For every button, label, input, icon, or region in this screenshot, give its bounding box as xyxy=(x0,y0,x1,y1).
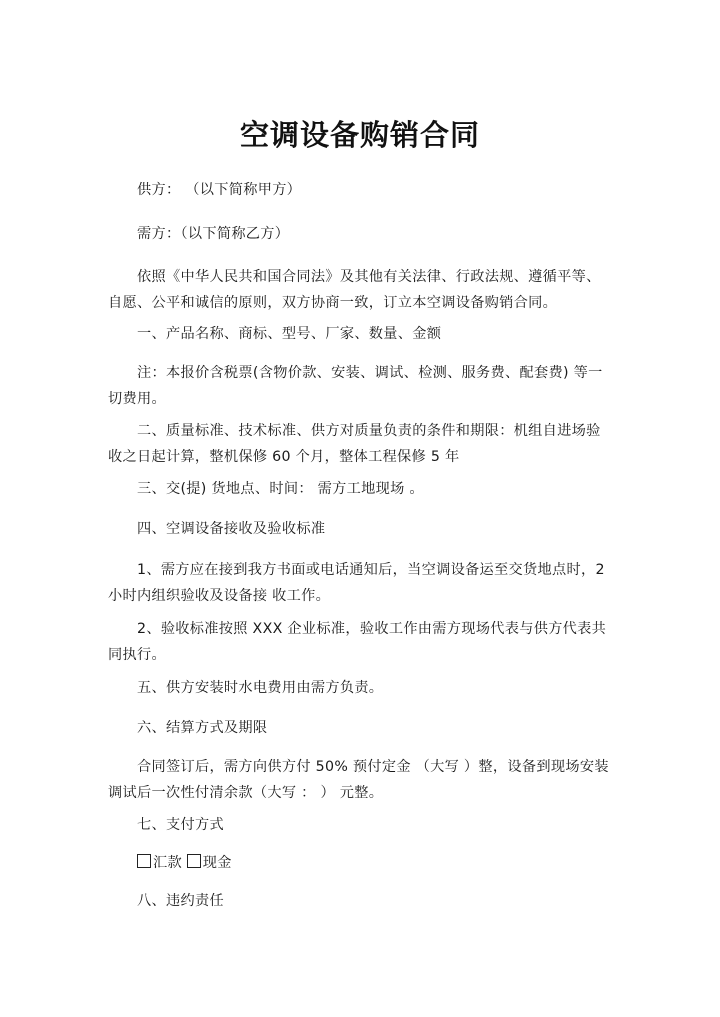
section-4-heading: 四、空调设备接收及验收标准 xyxy=(137,521,326,537)
cash-label: 现金 xyxy=(202,855,232,871)
price-note-paragraph: 注：本报价含税票(含物价款、安装、调试、检测、服务费、配套费) 等一切费用。 xyxy=(108,365,603,407)
section-3-paragraph: 三、交(提) 货地点、时间： 需方工地现场 。 xyxy=(137,481,424,497)
clause-4-2-paragraph: 2、验收标准按照 XXX 企业标准，验收工作由需方现场代表与供方代表共同执行。 xyxy=(108,621,607,663)
buyer-line: 需方：（以下简称乙方） xyxy=(137,226,290,242)
supplier-line: 供方： （以下简称甲方） xyxy=(137,182,302,198)
preamble-paragraph: 依照《中华人民共和国合同法》及其他有关法律、行政法规、遵循平等、自愿、公平和诚信的原则，双方协商一致，订立本空调设备购销合同。 xyxy=(108,269,601,311)
section-1-heading: 一、产品名称、商标、型号、厂家、数量、金额 xyxy=(137,326,442,342)
remittance-checkbox[interactable] xyxy=(137,854,151,868)
document-title: 空调设备购销合同 xyxy=(239,118,480,152)
remittance-label: 汇款 xyxy=(153,855,182,871)
section-6-heading: 六、结算方式及期限 xyxy=(137,720,268,736)
section-8-heading: 八、违约责任 xyxy=(137,893,224,909)
clause-4-1-paragraph: 1、需方应在接到我方书面或电话通知后，当空调设备运至交货地点时，2 小时内组织验收及设备接 收工作。 xyxy=(108,562,605,604)
payment-options xyxy=(108,850,612,876)
section-7-heading: 七、支付方式 xyxy=(137,817,224,833)
section-5-paragraph: 五、供方安装时水电费用由需方负责。 xyxy=(137,680,384,696)
cash-checkbox[interactable] xyxy=(187,854,201,868)
settlement-paragraph: 合同签订后，需方向供方付 50% 预付定金 （大写 ）整，设备到现场安装调试后一次性付清余款（大写 ： ） 元整。 xyxy=(108,759,609,801)
section-2-paragraph: 二、质量标准、技术标准、供方对质量负责的条件和期限：机组自进场验收之日起计算，整机保修 60 个月，整体工程保修 5 年 xyxy=(108,423,601,465)
